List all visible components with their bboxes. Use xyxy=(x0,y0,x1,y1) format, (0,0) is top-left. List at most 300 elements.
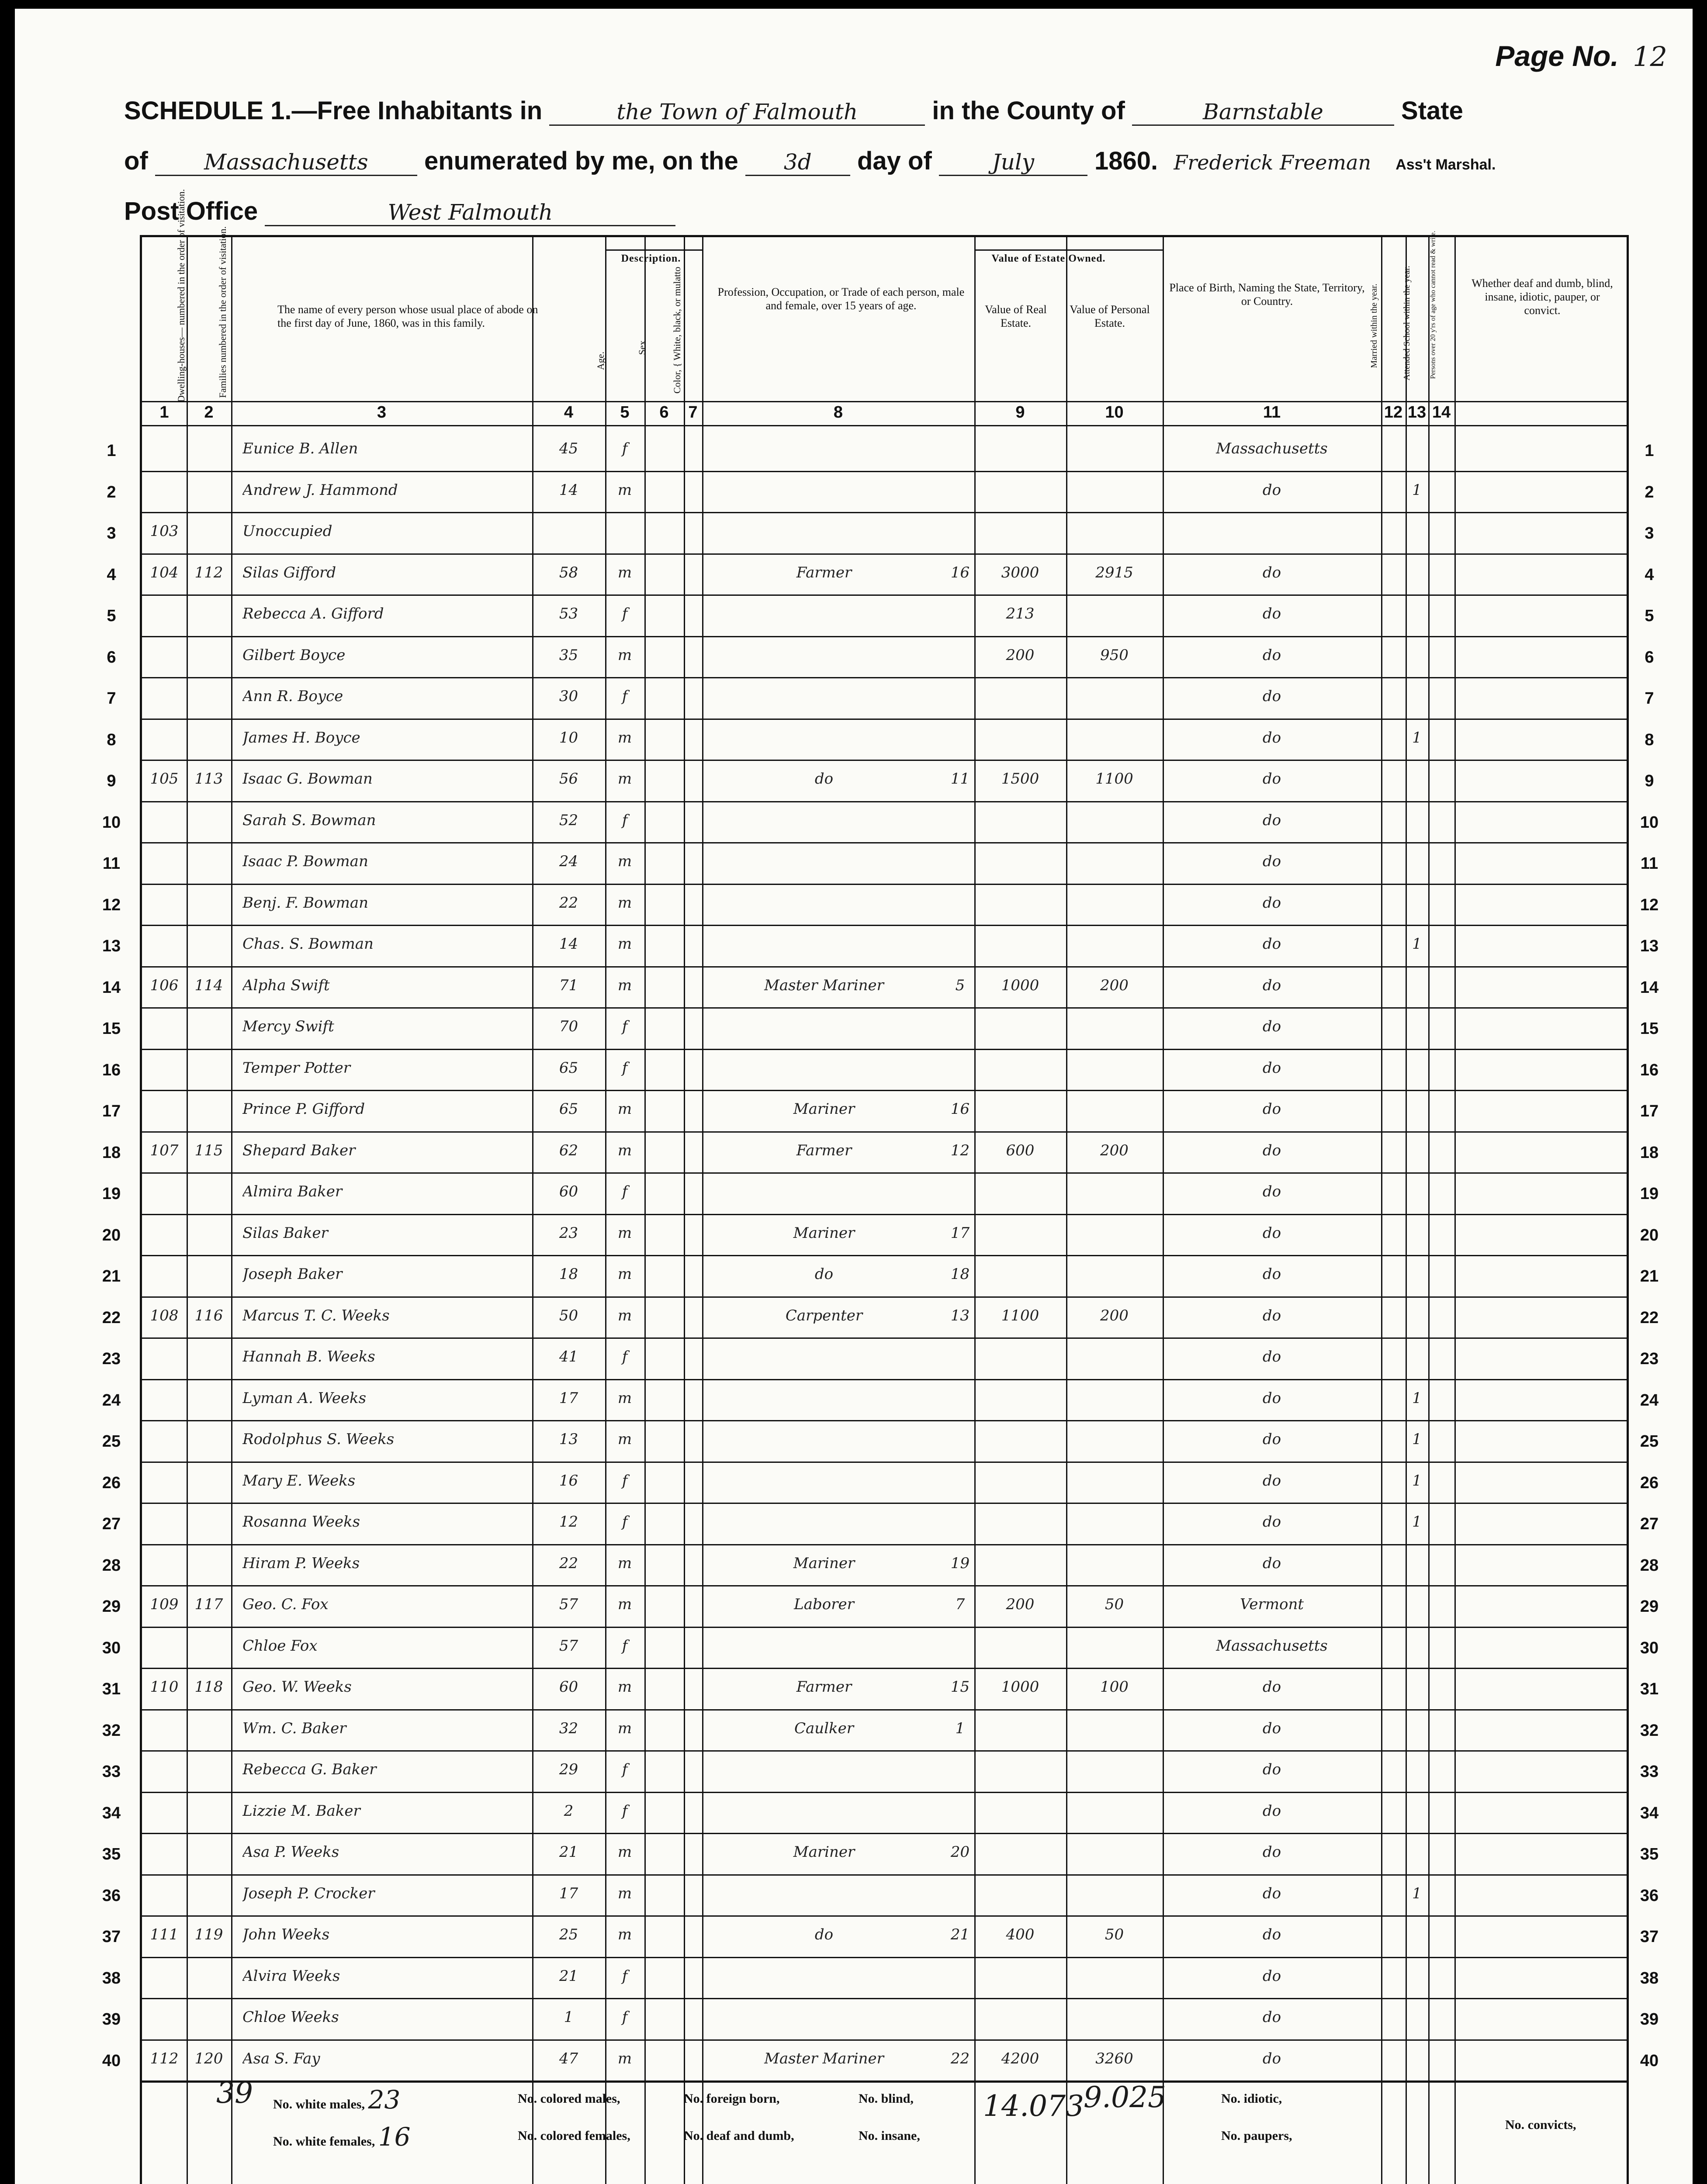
age-cell: 18 xyxy=(559,1265,578,1283)
header-infirmity: Whether deaf and dumb, blind, insane, idiotic, pauper, or convict. xyxy=(1472,277,1613,317)
sex-cell: m xyxy=(617,770,632,788)
column-number: 6 xyxy=(659,403,669,422)
line-number-right: 28 xyxy=(1640,1556,1659,1575)
real-estate-cell: 200 xyxy=(1006,1596,1035,1613)
occupation-number: 16 xyxy=(950,1100,970,1118)
dwelling-number: 108 xyxy=(150,1306,179,1324)
birthplace-cell: do xyxy=(1262,688,1281,705)
birthplace-cell: do xyxy=(1262,1472,1281,1489)
person-name: Almira Baker xyxy=(242,1183,343,1200)
age-cell: 22 xyxy=(559,1554,578,1572)
line-number-right: 19 xyxy=(1640,1185,1659,1203)
occupation-number: 15 xyxy=(950,1678,970,1696)
real-estate-total: 14.073 xyxy=(983,2089,1084,2123)
line-number-right: 31 xyxy=(1640,1680,1659,1698)
age-cell: 21 xyxy=(559,1843,578,1861)
age-cell: 14 xyxy=(559,935,578,953)
birthplace-cell: do xyxy=(1262,1389,1281,1407)
person-name: Joseph Baker xyxy=(242,1265,343,1283)
day-of-label: day of xyxy=(857,147,932,175)
birthplace-cell: do xyxy=(1262,770,1281,788)
line-number-right: 29 xyxy=(1640,1597,1659,1616)
occupation-cell: Carpenter xyxy=(785,1306,863,1324)
sex-cell: m xyxy=(617,1389,632,1407)
person-name: Eunice B. Allen xyxy=(242,440,358,457)
line-number-right: 9 xyxy=(1645,772,1654,790)
line-number-left: 14 xyxy=(102,978,121,997)
school-cell: 1 xyxy=(1412,935,1422,953)
age-cell: 71 xyxy=(559,976,578,994)
family-number: 115 xyxy=(194,1141,223,1159)
colored-males-label: No. colored males, xyxy=(518,2091,620,2106)
school-cell: 1 xyxy=(1412,1472,1422,1489)
person-name: Prince P. Gifford xyxy=(242,1100,365,1118)
age-cell: 21 xyxy=(559,1967,578,1985)
birthplace-cell: Massachusetts xyxy=(1216,440,1328,457)
person-name: Gilbert Boyce xyxy=(242,646,346,664)
line-number-right: 10 xyxy=(1640,813,1659,832)
page-number-value: 12 xyxy=(1633,41,1667,73)
sex-cell: m xyxy=(617,481,632,499)
person-name: Mercy Swift xyxy=(242,1018,334,1035)
line-number-left: 18 xyxy=(102,1143,121,1162)
school-cell: 1 xyxy=(1412,1884,1422,1902)
birthplace-cell: do xyxy=(1262,853,1281,870)
birthplace-cell: do xyxy=(1262,605,1281,622)
sex-cell: f xyxy=(622,605,628,622)
person-name: Unoccupied xyxy=(242,522,332,540)
birthplace-cell: do xyxy=(1262,2049,1281,2067)
line-number-left: 1 xyxy=(107,442,116,460)
occupation-cell: do xyxy=(814,1926,834,1943)
birthplace-cell: do xyxy=(1262,1554,1281,1572)
dwelling-number: 105 xyxy=(150,770,179,788)
age-cell: 14 xyxy=(559,481,578,499)
birthplace-cell: Massachusetts xyxy=(1216,1637,1328,1655)
line-number-right: 37 xyxy=(1640,1928,1659,1946)
line-number-left: 19 xyxy=(102,1185,121,1203)
occupation-number: 19 xyxy=(950,1554,970,1572)
person-name: Marcus T. C. Weeks xyxy=(242,1306,390,1324)
line-number-right: 1 xyxy=(1645,442,1654,460)
birthplace-cell: Vermont xyxy=(1240,1596,1304,1613)
age-cell: 32 xyxy=(559,1719,578,1737)
birthplace-cell: do xyxy=(1262,1431,1281,1448)
age-cell: 23 xyxy=(559,1224,578,1242)
school-cell: 1 xyxy=(1412,481,1422,499)
family-number: 117 xyxy=(194,1596,223,1613)
header-name: The name of every person whose usual place of abode on the first day of June, 1860, was in this family. xyxy=(277,303,538,329)
occupation-cell: Mariner xyxy=(793,1100,855,1118)
schedule-title: SCHEDULE 1.—Free Inhabitants in xyxy=(124,97,543,125)
age-cell: 58 xyxy=(559,563,578,581)
sex-cell: f xyxy=(622,1637,628,1655)
sex-cell: m xyxy=(617,729,632,746)
line-number-left: 32 xyxy=(102,1721,121,1740)
age-cell: 45 xyxy=(559,440,578,457)
birthplace-cell: do xyxy=(1262,1018,1281,1035)
line-number-right: 27 xyxy=(1640,1515,1659,1533)
day-field: 3d xyxy=(745,149,850,176)
line-number-left: 35 xyxy=(102,1845,121,1863)
birthplace-cell: do xyxy=(1262,1719,1281,1737)
sex-cell: f xyxy=(622,1018,628,1035)
age-cell: 13 xyxy=(559,1431,578,1448)
birthplace-cell: do xyxy=(1262,1059,1281,1077)
person-name: Mary E. Weeks xyxy=(242,1472,356,1489)
birthplace-cell: do xyxy=(1262,1100,1281,1118)
birthplace-cell: do xyxy=(1262,1224,1281,1242)
age-cell: 65 xyxy=(559,1100,578,1118)
sex-cell: m xyxy=(617,1926,632,1943)
age-cell: 47 xyxy=(559,2049,578,2067)
real-estate-cell: 4200 xyxy=(1001,2049,1039,2067)
insane-label: No. insane, xyxy=(859,2129,920,2143)
sex-cell: f xyxy=(622,1183,628,1200)
sex-cell: f xyxy=(622,2008,628,2026)
birthplace-cell: do xyxy=(1262,1265,1281,1283)
sex-cell: m xyxy=(617,1141,632,1159)
paupers-label: No. paupers, xyxy=(1221,2129,1292,2143)
column-number: 8 xyxy=(833,403,843,422)
occupation-number: 12 xyxy=(950,1141,970,1159)
line-number-right: 14 xyxy=(1640,978,1659,997)
white-females-tally xyxy=(273,2122,411,2152)
line-number-left: 37 xyxy=(102,1928,121,1946)
person-name: Temper Potter xyxy=(242,1059,351,1077)
occupation-cell: Mariner xyxy=(793,1843,855,1861)
line-number-right: 13 xyxy=(1640,937,1659,955)
school-cell: 1 xyxy=(1412,1513,1422,1531)
person-name: Chas. S. Bowman xyxy=(242,935,374,953)
line-number-right: 2 xyxy=(1645,483,1654,501)
person-name: Geo. W. Weeks xyxy=(242,1678,352,1696)
sex-cell: f xyxy=(622,1967,628,1985)
line-number-left: 11 xyxy=(102,854,121,873)
column-number: 13 xyxy=(1407,403,1427,422)
age-cell: 30 xyxy=(559,688,578,705)
age-cell: 41 xyxy=(559,1348,578,1365)
occupation-cell: Farmer xyxy=(796,1141,852,1159)
occupation-number: 13 xyxy=(950,1306,970,1324)
white-females-label: No. white females, xyxy=(273,2134,375,2149)
real-estate-cell: 1000 xyxy=(1001,976,1039,994)
dwelling-number: 111 xyxy=(150,1926,179,1943)
occupation-cell: do xyxy=(814,770,834,788)
line-number-left: 21 xyxy=(102,1267,121,1286)
blind-label: No. blind, xyxy=(859,2091,914,2106)
line-number-left: 40 xyxy=(102,2051,121,2070)
line-number-right: 16 xyxy=(1640,1061,1659,1079)
age-cell: 22 xyxy=(559,894,578,912)
line-number-left: 17 xyxy=(102,1102,121,1120)
column-number: 10 xyxy=(1105,403,1124,422)
sex-cell: m xyxy=(617,646,632,664)
person-name: Chloe Fox xyxy=(242,1637,318,1655)
dwelling-number: 112 xyxy=(150,2049,179,2067)
sex-cell: m xyxy=(617,1100,632,1118)
white-males-value: 23 xyxy=(368,2085,401,2115)
enumeration-line xyxy=(124,146,1667,176)
line-number-left: 12 xyxy=(102,895,121,914)
occupation-cell: Farmer xyxy=(796,563,852,581)
line-number-right: 35 xyxy=(1640,1845,1659,1863)
column-number: 1 xyxy=(159,403,169,422)
birthplace-cell: do xyxy=(1262,976,1281,994)
family-number: 113 xyxy=(194,770,223,788)
person-name: Hiram P. Weeks xyxy=(242,1554,360,1572)
line-number-left: 24 xyxy=(102,1391,121,1410)
person-name: James H. Boyce xyxy=(242,729,360,746)
sex-cell: m xyxy=(617,2049,632,2067)
line-number-left: 39 xyxy=(102,2010,121,2028)
age-cell: 62 xyxy=(559,1141,578,1159)
birthplace-cell: do xyxy=(1262,1306,1281,1324)
description-header: Description. xyxy=(621,253,681,264)
occupation-number: 17 xyxy=(950,1224,970,1242)
age-cell: 17 xyxy=(559,1884,578,1902)
line-number-left: 25 xyxy=(102,1432,121,1451)
real-estate-cell: 1500 xyxy=(1001,770,1039,788)
age-cell: 60 xyxy=(559,1678,578,1696)
occupation-cell: Caulker xyxy=(794,1719,854,1737)
dwelling-number: 107 xyxy=(150,1141,179,1159)
line-number-left: 29 xyxy=(102,1597,121,1616)
age-cell: 57 xyxy=(559,1637,578,1655)
column-number: 7 xyxy=(688,403,698,422)
person-name: Chloe Weeks xyxy=(242,2008,339,2026)
personal-estate-cell: 2915 xyxy=(1095,563,1133,581)
person-name: Sarah S. Bowman xyxy=(242,811,376,829)
header-family: Families numbered in the order of visitation. xyxy=(217,226,228,398)
school-cell: 1 xyxy=(1412,729,1422,746)
personal-estate-cell: 50 xyxy=(1105,1596,1124,1613)
idiotic-label: No. idiotic, xyxy=(1221,2091,1282,2106)
person-name: Isaac P. Bowman xyxy=(242,853,368,870)
town-field: the Town of Falmouth xyxy=(549,99,925,126)
line-number-right: 26 xyxy=(1640,1473,1659,1492)
year-label: 1860. xyxy=(1094,147,1158,175)
line-number-left: 31 xyxy=(102,1680,121,1698)
line-number-left: 2 xyxy=(107,483,116,501)
real-estate-cell: 213 xyxy=(1006,605,1035,622)
sex-cell: m xyxy=(617,1884,632,1902)
person-name: Benj. F. Bowman xyxy=(242,894,369,912)
line-number-right: 30 xyxy=(1640,1638,1659,1657)
occupation-number: 7 xyxy=(955,1596,965,1613)
school-cell: 1 xyxy=(1412,1431,1422,1448)
person-name: Rodolphus S. Weeks xyxy=(242,1431,395,1448)
line-number-right: 15 xyxy=(1640,1019,1659,1038)
sex-cell: m xyxy=(617,1678,632,1696)
occupation-number: 1 xyxy=(955,1719,965,1737)
person-name: Rosanna Weeks xyxy=(242,1513,360,1531)
person-name: Silas Gifford xyxy=(242,563,336,581)
line-number-left: 22 xyxy=(102,1308,121,1327)
personal-estate-cell: 200 xyxy=(1100,976,1129,994)
line-number-left: 13 xyxy=(102,937,121,955)
occupation-cell: Master Mariner xyxy=(764,976,884,994)
family-number: 114 xyxy=(194,976,223,994)
person-name: Shepard Baker xyxy=(242,1141,356,1159)
line-number-left: 28 xyxy=(102,1556,121,1575)
sex-cell: f xyxy=(622,1761,628,1778)
dwelling-number: 110 xyxy=(150,1678,179,1696)
line-number-left: 30 xyxy=(102,1638,121,1657)
sex-cell: m xyxy=(617,1265,632,1283)
state-field: Massachusetts xyxy=(155,149,417,176)
family-number: 120 xyxy=(194,2049,223,2067)
person-name: Rebecca G. Baker xyxy=(242,1761,377,1778)
foreign-born-label: No. foreign born, xyxy=(684,2091,780,2106)
line-number-right: 39 xyxy=(1640,2010,1659,2028)
line-number-right: 3 xyxy=(1645,524,1654,543)
dwelling-number: 106 xyxy=(150,976,179,994)
line-number-right: 23 xyxy=(1640,1350,1659,1368)
line-number-right: 25 xyxy=(1640,1432,1659,1451)
birthplace-cell: do xyxy=(1262,2008,1281,2026)
sex-cell: f xyxy=(622,688,628,705)
birthplace-cell: do xyxy=(1262,1761,1281,1778)
line-number-left: 16 xyxy=(102,1061,121,1079)
line-number-left: 36 xyxy=(102,1886,121,1905)
county-label: in the County of xyxy=(932,97,1125,125)
person-name: Wm. C. Baker xyxy=(242,1719,346,1737)
sex-cell: m xyxy=(617,935,632,953)
column-number: 14 xyxy=(1432,403,1451,422)
school-cell: 1 xyxy=(1412,1389,1422,1407)
header-married: Married within the year. xyxy=(1369,283,1379,368)
month-field: July xyxy=(939,149,1087,176)
birthplace-cell: do xyxy=(1262,646,1281,664)
occupation-number: 20 xyxy=(950,1843,970,1861)
birthplace-cell: do xyxy=(1262,1141,1281,1159)
person-name: Asa S. Fay xyxy=(242,2049,320,2067)
line-number-left: 33 xyxy=(102,1762,121,1781)
occupation-cell: do xyxy=(814,1265,834,1283)
sex-cell: m xyxy=(617,1224,632,1242)
age-cell: 25 xyxy=(559,1926,578,1943)
family-number: 118 xyxy=(194,1678,223,1696)
sex-cell: f xyxy=(622,1802,628,1820)
header-occupation: Profession, Occupation, or Trade of each person, male and female, over 15 years of age. xyxy=(717,286,965,312)
personal-estate-cell: 50 xyxy=(1105,1926,1124,1943)
age-cell: 52 xyxy=(559,811,578,829)
personal-estate-cell: 200 xyxy=(1100,1141,1129,1159)
birthplace-cell: do xyxy=(1262,1843,1281,1861)
line-number-left: 8 xyxy=(107,730,116,749)
person-name: Alvira Weeks xyxy=(242,1967,340,1985)
line-number-right: 20 xyxy=(1640,1226,1659,1244)
real-estate-cell: 400 xyxy=(1006,1926,1035,1943)
person-name: Ann R. Boyce xyxy=(242,688,343,705)
line-number-right: 8 xyxy=(1645,730,1654,749)
sex-cell: m xyxy=(617,853,632,870)
personal-estate-cell: 1100 xyxy=(1095,770,1133,788)
birthplace-cell: do xyxy=(1262,811,1281,829)
estate-header: Value of Estate Owned. xyxy=(991,253,1106,264)
line-number-right: 40 xyxy=(1640,2051,1659,2070)
occupation-number: 18 xyxy=(950,1265,970,1283)
personal-estate-cell: 200 xyxy=(1100,1306,1129,1324)
birthplace-cell: do xyxy=(1262,1183,1281,1200)
birthplace-cell: do xyxy=(1262,894,1281,912)
personal-estate-total: 9.025 xyxy=(1084,2080,1166,2114)
birthplace-cell: do xyxy=(1262,563,1281,581)
birthplace-cell: do xyxy=(1262,935,1281,953)
occupation-number: 5 xyxy=(955,976,965,994)
line-number-left: 6 xyxy=(107,648,116,667)
person-name: Asa P. Weeks xyxy=(242,1843,339,1861)
sex-cell: f xyxy=(622,811,628,829)
header-sex: Sex xyxy=(637,340,647,355)
occupation-number: 11 xyxy=(950,770,970,788)
line-number-right: 11 xyxy=(1640,854,1659,873)
real-estate-cell: 1000 xyxy=(1001,1678,1039,1696)
real-estate-cell: 1100 xyxy=(1001,1306,1039,1324)
age-cell: 70 xyxy=(559,1018,578,1035)
personal-estate-cell: 100 xyxy=(1100,1678,1129,1696)
occupation-number: 21 xyxy=(950,1926,970,1943)
column-number: 3 xyxy=(377,403,387,422)
header-birthplace: Place of Birth, Naming the State, Territory, or Country. xyxy=(1169,281,1365,308)
line-number-right: 18 xyxy=(1640,1143,1659,1162)
sex-cell: f xyxy=(622,1059,628,1077)
header-dwelling: Dwelling-houses— numbered in the order of visitation. xyxy=(176,189,187,402)
line-number-left: 9 xyxy=(107,772,116,790)
line-number-left: 23 xyxy=(102,1350,121,1368)
age-cell: 29 xyxy=(559,1761,578,1778)
birthplace-cell: do xyxy=(1262,1513,1281,1531)
birthplace-cell: do xyxy=(1262,481,1281,499)
line-number-right: 7 xyxy=(1645,689,1654,708)
line-number-left: 20 xyxy=(102,1226,121,1244)
person-name: John Weeks xyxy=(242,1926,330,1943)
marshal-label: Ass't Marshal. xyxy=(1395,156,1496,173)
real-estate-cell: 600 xyxy=(1006,1141,1035,1159)
person-name: Joseph P. Crocker xyxy=(242,1884,375,1902)
age-cell: 50 xyxy=(559,1306,578,1324)
line-number-right: 5 xyxy=(1645,607,1654,625)
person-name: Silas Baker xyxy=(242,1224,328,1242)
line-number-left: 10 xyxy=(102,813,121,832)
dwelling-number: 109 xyxy=(150,1596,179,1613)
white-males-tally xyxy=(273,2085,400,2115)
column-number: 12 xyxy=(1384,403,1403,422)
header-age: Age. xyxy=(595,351,606,370)
county-field: Barnstable xyxy=(1132,99,1394,126)
birthplace-cell: do xyxy=(1262,1884,1281,1902)
occupation-cell: Mariner xyxy=(793,1554,855,1572)
page-number xyxy=(1495,39,1667,73)
personal-estate-cell: 950 xyxy=(1100,646,1129,664)
line-number-right: 33 xyxy=(1640,1762,1659,1781)
census-sheet xyxy=(15,9,1693,2184)
header-real-estate: Value of Real Estate. xyxy=(985,303,1047,329)
state-label: State xyxy=(1401,97,1463,125)
post-office-label: Post Office xyxy=(124,197,258,225)
line-number-right: 24 xyxy=(1640,1391,1659,1410)
line-number-right: 4 xyxy=(1645,565,1654,584)
line-number-right: 6 xyxy=(1645,648,1654,667)
occupation-cell: Laborer xyxy=(794,1596,854,1613)
column-number: 9 xyxy=(1015,403,1025,422)
person-name: Geo. C. Fox xyxy=(242,1596,329,1613)
family-number: 116 xyxy=(194,1306,223,1324)
dwelling-number: 103 xyxy=(150,522,179,540)
page-number-label: Page No. xyxy=(1495,40,1619,72)
line-number-left: 26 xyxy=(102,1473,121,1492)
